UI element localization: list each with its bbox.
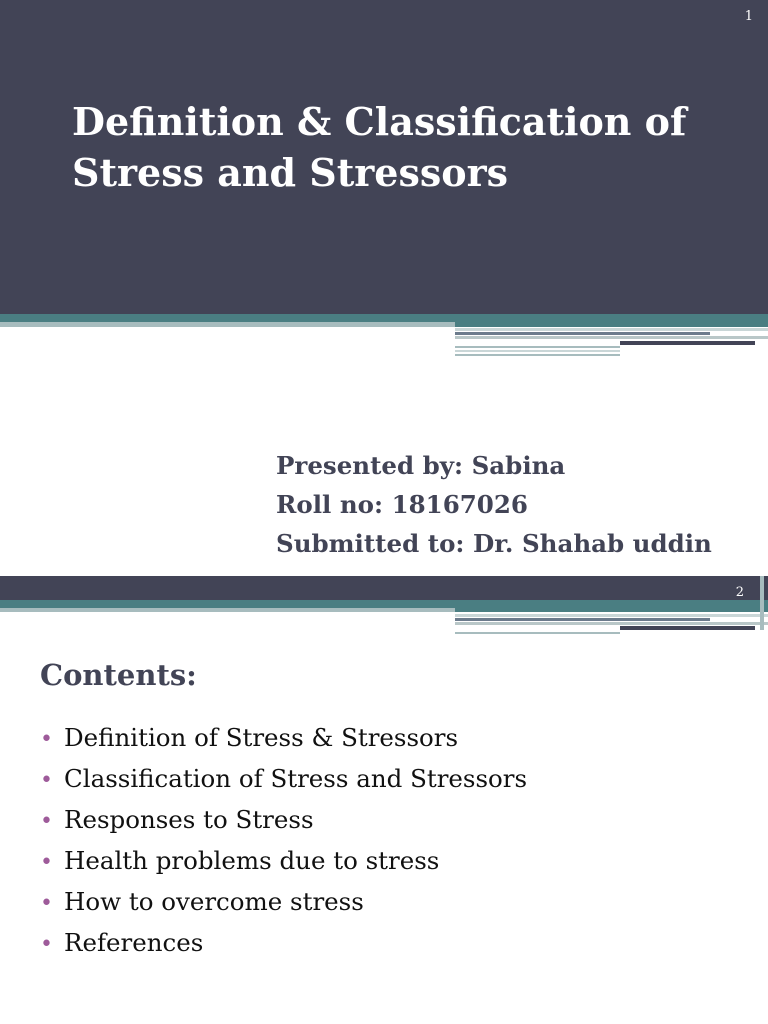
title-line: Definition & Classification of <box>72 99 687 144</box>
slide-2 <box>0 576 768 1024</box>
decorative-stripe <box>455 354 620 356</box>
decorative-stripe <box>760 576 764 630</box>
list-item-text: Health problems due to stress <box>64 846 440 875</box>
decorative-stripe <box>455 321 768 327</box>
slide-number: 2 <box>735 585 744 600</box>
slide-number: 1 <box>744 9 753 24</box>
title-line: Stress and Stressors <box>72 150 508 195</box>
list-item <box>40 759 527 800</box>
decorative-stripe <box>455 632 620 634</box>
list-item-text: Responses to Stress <box>64 805 314 834</box>
list-item <box>40 718 527 759</box>
list-item-text: References <box>64 928 204 957</box>
bullet-icon: • <box>40 850 53 875</box>
list-item <box>40 923 527 964</box>
submitted-to: Submitted to: Dr. Shahab uddin <box>276 529 712 558</box>
bullet-icon: • <box>40 932 53 957</box>
bullet-icon: • <box>40 768 53 793</box>
decorative-stripe <box>455 618 710 621</box>
decorative-stripe <box>455 328 768 331</box>
decorative-stripe <box>455 346 620 348</box>
decorative-stripe <box>620 341 755 345</box>
slide-title <box>72 96 752 198</box>
bullet-icon: • <box>40 809 53 834</box>
decorative-stripe <box>455 622 768 625</box>
contents-heading: Contents: <box>40 658 197 692</box>
list-item-text: How to overcome stress <box>64 887 364 916</box>
decorative-stripe <box>455 614 768 617</box>
list-item <box>40 800 527 841</box>
decorative-stripe <box>455 332 710 335</box>
header-band <box>0 576 768 600</box>
decorative-stripe <box>455 606 768 612</box>
list-item-text: Classification of Stress and Stressors <box>64 764 528 793</box>
bullet-icon: • <box>40 727 53 752</box>
list-item <box>40 841 527 882</box>
contents-list <box>40 718 527 964</box>
bullet-icon: • <box>40 891 53 916</box>
presenter-info <box>276 446 766 563</box>
decorative-stripe <box>455 350 620 352</box>
roll-number: Roll no: 18167026 <box>276 490 528 519</box>
list-item-text: Definition of Stress & Stressors <box>64 723 459 752</box>
decorative-stripe <box>620 626 755 630</box>
decorative-stripe <box>455 336 768 339</box>
list-item <box>40 882 527 923</box>
presented-by: Presented by: Sabina <box>276 451 566 480</box>
